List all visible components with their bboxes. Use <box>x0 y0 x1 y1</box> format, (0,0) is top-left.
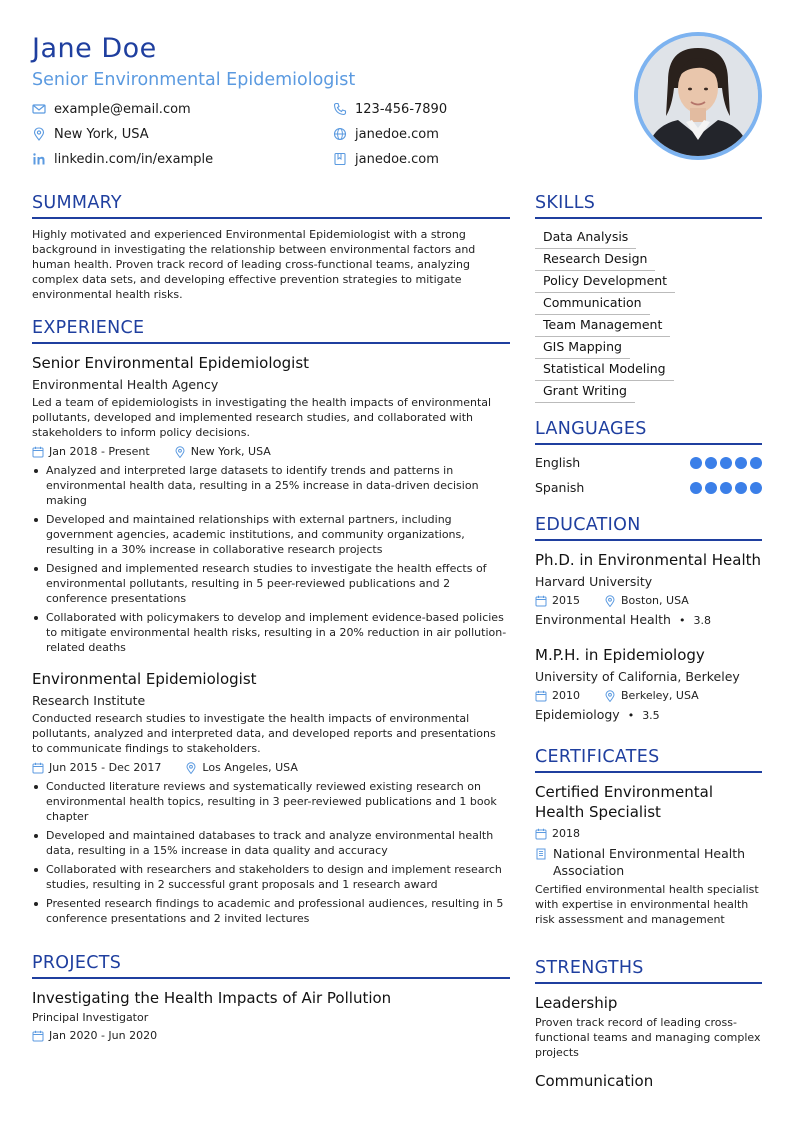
candidate-name: Jane Doe <box>32 33 157 64</box>
strengths-divider <box>535 982 762 984</box>
education-heading: EDUCATION <box>535 515 641 535</box>
skills-section <box>535 193 762 402</box>
summary-divider <box>32 217 510 219</box>
strength-desc: Proven track record of leading cross-functional teams and managing complex projects <box>535 1016 761 1059</box>
skill-tag: Policy Development <box>535 271 675 293</box>
skill-tag: GIS Mapping <box>535 337 630 359</box>
summary-section <box>32 193 510 302</box>
proficiency-dot <box>720 457 732 469</box>
calendar-icon <box>32 1030 44 1042</box>
job-location: Los Angeles, USA <box>202 761 298 774</box>
skill-tag: Grant Writing <box>535 381 635 403</box>
strength-title: Communication <box>535 1072 654 1090</box>
list-item: Conducted literature reviews and systematically reviewed existing research on environmental health topics, resulting in 3 peer-reviewed publications and 1 book chapter <box>32 779 510 824</box>
languages-divider <box>535 443 762 445</box>
phone-icon <box>333 102 347 116</box>
strengths-heading: STRENGTHS <box>535 958 644 978</box>
contact-phone-text: 123-456-7890 <box>355 101 448 117</box>
degree: M.P.H. in Epidemiology <box>535 646 705 664</box>
projects-heading: PROJECTS <box>32 953 122 973</box>
list-item: Collaborated with policymakers to develop and implement evidence-based policies to mitigate environmental health risks, resulting in a 20% reduction in air pollution-related deaths <box>32 610 510 655</box>
list-item: Collaborated with researchers and stakeholders to design and implement research studies, resulting in 2 successful grant proposals and 1 research award <box>32 862 510 892</box>
building-icon <box>535 848 547 860</box>
summary-heading: SUMMARY <box>32 193 122 213</box>
summary-text: Highly motivated and experienced Environmental Epidemiologist with a strong background in investigating the relationship between environmental factors and human health. Proven track record of leading cross-functional teams, analyzing complex data sets, and developing effective prevention strategies to mitigate environmental health risks. <box>32 228 476 301</box>
certificate-meta <box>535 825 762 842</box>
calendar-icon <box>32 446 44 458</box>
list-item: Analyzed and interpreted large datasets to identify trends and patterns in environmental health data, resulting in a 25% increase in data-driven decision making <box>32 463 510 508</box>
education-entry <box>535 550 762 629</box>
project-title: Investigating the Health Impacts of Air Pollution <box>32 989 392 1007</box>
experience-divider <box>32 342 510 344</box>
proficiency-dot <box>690 457 702 469</box>
location-icon <box>174 446 186 458</box>
proficiency-dot <box>735 482 747 494</box>
location-icon <box>185 762 197 774</box>
project-role: Principal Investigator <box>32 1011 149 1024</box>
contact-phone[interactable] <box>333 100 447 118</box>
job-entry <box>32 669 510 926</box>
list-item: Presented research findings to academic and professional audiences, resulting in 5 conference presentations and 2 invited lectures <box>32 896 510 926</box>
experience-section <box>32 318 510 930</box>
job-title: Senior Environmental Epidemiologist <box>32 354 310 372</box>
proficiency-dot <box>750 457 762 469</box>
school: University of California, Berkeley <box>535 669 740 684</box>
education-divider <box>535 539 762 541</box>
location-icon <box>604 690 616 702</box>
language-level <box>690 457 762 469</box>
education-entry <box>535 645 762 724</box>
contact-website[interactable] <box>333 125 439 143</box>
certificates-divider <box>535 771 762 773</box>
contact-location <box>32 125 149 143</box>
education-field-row: Environmental Health • 3.8 <box>535 612 711 627</box>
contact-portfolio[interactable] <box>333 150 439 168</box>
calendar-icon <box>32 762 44 774</box>
list-item: Designed and implemented research studies to investigate the health effects of environmental pollutants, resulting in 5 peer-reviewed publications and 2 conference presentations <box>32 561 510 606</box>
profile-photo <box>634 32 762 160</box>
linkedin-icon <box>32 152 46 166</box>
calendar-icon <box>535 690 547 702</box>
contact-email-text: example@email.com <box>54 101 191 117</box>
skill-tag: Research Design <box>535 249 655 271</box>
job-bullets <box>32 779 510 926</box>
job-org: Environmental Health Agency <box>32 377 219 392</box>
education-section <box>535 515 762 724</box>
education-field: Epidemiology <box>535 707 620 722</box>
language-name: Spanish <box>535 480 585 495</box>
proficiency-dot <box>720 482 732 494</box>
job-title: Environmental Epidemiologist <box>32 670 257 688</box>
contact-location-text: New York, USA <box>54 126 149 142</box>
language-row <box>535 475 762 500</box>
contact-portfolio-text: janedoe.com <box>355 151 439 167</box>
contact-linkedin-text: linkedin.com/in/example <box>54 151 214 167</box>
school: Harvard University <box>535 574 653 589</box>
language-level <box>690 482 762 494</box>
certificate-issuer-row <box>535 845 762 879</box>
proficiency-dot <box>735 457 747 469</box>
language-row <box>535 450 762 475</box>
education-field: Environmental Health <box>535 612 671 627</box>
degree: Ph.D. in Environmental Health <box>535 551 762 569</box>
projects-section <box>32 953 510 1044</box>
education-gpa: 3.8 <box>693 613 711 627</box>
project-dates: Jan 2020 - Jun 2020 <box>49 1029 158 1042</box>
list-item: Developed and maintained relationships with external partners, including government agencies, academic institutions, and community organizations, resulting in a 30% increase in collaborative research projects <box>32 512 510 557</box>
education-meta <box>535 592 762 609</box>
job-org: Research Institute <box>32 693 146 708</box>
projects-divider <box>32 977 510 979</box>
certificates-section <box>535 747 762 927</box>
job-meta <box>32 443 510 460</box>
proficiency-dot <box>705 457 717 469</box>
languages-section <box>535 419 762 500</box>
education-location: Berkeley, USA <box>621 689 699 702</box>
proficiency-dot <box>750 482 762 494</box>
contact-website-text: janedoe.com <box>355 126 439 142</box>
education-meta <box>535 687 762 704</box>
job-description: Led a team of epidemiologists in investigating the health impacts of environmental pollutants, developed and implemented research studies, and collaborated with stakeholders to inform policy decisions. <box>32 396 492 439</box>
strength-title: Leadership <box>535 994 618 1012</box>
language-name: English <box>535 455 581 470</box>
skill-tag: Data Analysis <box>535 227 636 249</box>
skills-list <box>535 226 762 402</box>
skill-tag: Statistical Modeling <box>535 359 674 381</box>
location-icon <box>604 595 616 607</box>
job-entry <box>32 353 510 655</box>
proficiency-dot <box>705 482 717 494</box>
globe-icon <box>333 127 347 141</box>
certificates-heading: CERTIFICATES <box>535 747 660 767</box>
job-location: New York, USA <box>190 445 271 458</box>
education-year: 2015 <box>552 594 580 607</box>
candidate-title: Senior Environmental Epidemiologist <box>32 70 356 90</box>
skills-heading: SKILLS <box>535 193 596 213</box>
job-dates: Jan 2018 - Present <box>49 445 150 458</box>
education-gpa: 3.5 <box>642 708 660 722</box>
list-item: Developed and maintained databases to track and analyze environmental health data, resulting in a 15% increase in data quality and accuracy <box>32 828 510 858</box>
certificate-issuer: National Environmental Health Association <box>553 846 746 878</box>
contact-email[interactable] <box>32 100 191 118</box>
job-meta <box>32 759 510 776</box>
skill-tag: Team Management <box>535 315 670 337</box>
certificate-title: Certified Environmental Health Specialist <box>535 783 714 821</box>
certificate-desc: Certified environmental health specialist with expertise in environmental health risk assessment and management <box>535 883 759 926</box>
contact-linkedin[interactable] <box>32 150 213 168</box>
job-bullets <box>32 463 510 655</box>
education-location: Boston, USA <box>621 594 689 607</box>
email-icon <box>32 102 46 116</box>
job-description: Conducted research studies to investigate the health impacts of environmental pollutants, analyzed and interpreted data, and developed reports and presentations to communicate findings to stakeholders. <box>32 712 496 755</box>
strengths-section <box>535 958 762 1091</box>
education-year: 2010 <box>552 689 580 702</box>
experience-heading: EXPERIENCE <box>32 318 145 338</box>
calendar-icon <box>535 828 547 840</box>
languages-heading: LANGUAGES <box>535 419 647 439</box>
project-meta <box>32 1027 510 1044</box>
bookmark-icon <box>333 152 347 166</box>
location-icon <box>32 127 46 141</box>
job-dates: Jun 2015 - Dec 2017 <box>49 761 162 774</box>
certificate-year: 2018 <box>552 827 580 840</box>
skills-divider <box>535 217 762 219</box>
proficiency-dot <box>690 482 702 494</box>
calendar-icon <box>535 595 547 607</box>
education-field-row: Epidemiology • 3.5 <box>535 707 660 722</box>
skill-tag: Communication <box>535 293 650 315</box>
